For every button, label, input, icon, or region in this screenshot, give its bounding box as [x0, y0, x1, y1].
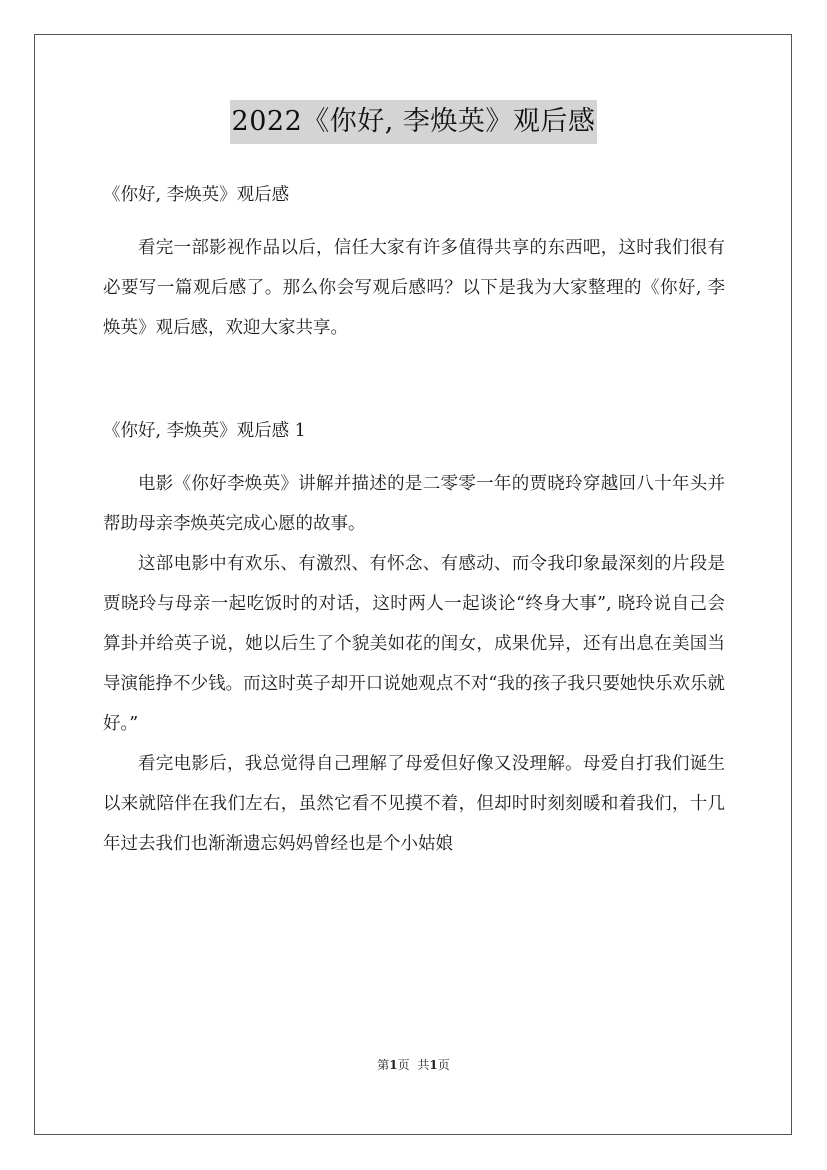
footer-total-suffix: 页	[437, 1058, 450, 1072]
intro-paragraph: 看完一部影视作品以后，信任大家有许多值得共享的东西吧，这时我们很有必要写一篇观后感了。那么你会写观后感吗？以下是我为大家整理的《你好, 李焕英》观后感，欢迎大家共享。	[103, 238, 725, 338]
section-heading: 《你好, 李焕英》观后感 1	[103, 421, 306, 441]
footer-page-prefix: 第	[377, 1058, 390, 1072]
intro-heading: 《你好, 李焕英》观后感	[103, 185, 290, 205]
footer-page-total: 1	[429, 1058, 438, 1072]
body-paragraph-1: 电影《你好李焕英》讲解并描述的是二零零一年的贾晓玲穿越回八十年头并帮助母亲李焕英完成心愿的故事。	[103, 474, 725, 534]
footer-total-prefix: 共	[417, 1058, 430, 1072]
title-container	[0, 100, 827, 144]
footer-page-suffix: 页	[397, 1058, 410, 1072]
footer-page-current: 1	[389, 1058, 398, 1072]
body-paragraph-2: 这部电影中有欢乐、有激烈、有怀念、有感动、而令我印象最深刻的片段是贾晓玲与母亲一起吃饭时的对话，这时两人一起谈论“终身大事”, 晓玲说自己会算卦并给英子说，她以后生了个貌美如花的闺女，成果优异，还有出息在美国当导演能挣不少钱。而这时英子却开口说她观点不对“我的孩子我只要她快乐欢乐就好。”	[103, 554, 725, 734]
page-footer	[0, 1056, 827, 1074]
document-title: 2022《你好, 李焕英》观后感	[230, 100, 598, 144]
body-paragraph-3: 看完电影后，我总觉得自己理解了母爱但好像又没理解。母爱自打我们诞生以来就陪伴在我们左右，虽然它看不见摸不着，但却时时刻刻暖和着我们，十几年过去我们也渐渐遗忘妈妈曾经也是个小姑娘	[103, 754, 725, 854]
document-body	[103, 175, 725, 864]
